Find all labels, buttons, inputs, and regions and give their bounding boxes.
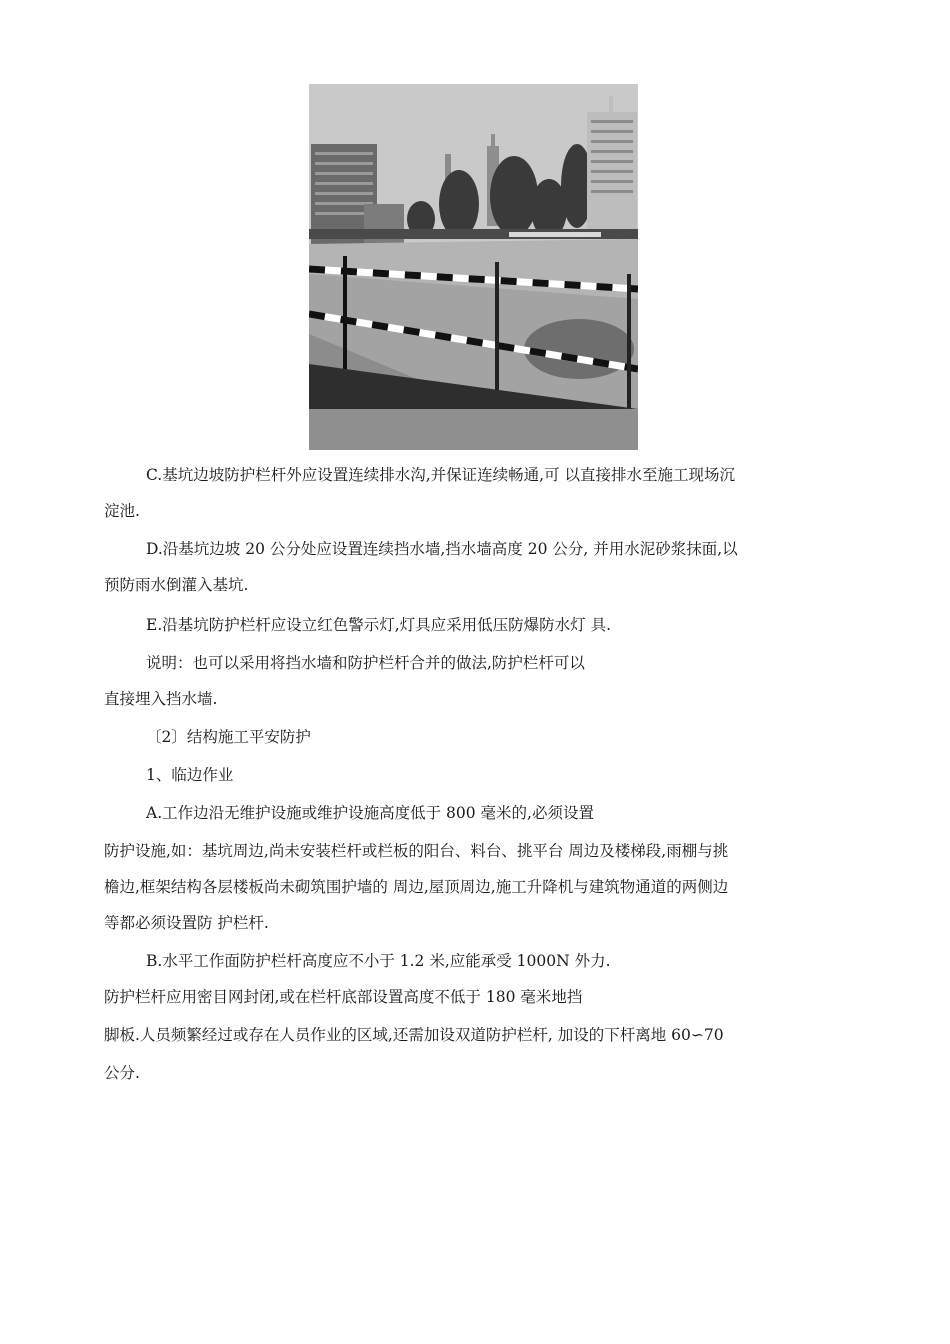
paragraph-e-line-1: E.沿基坑防护栏杆应设立红色警示灯,灯具应采用低压防爆防水灯 具.	[146, 616, 612, 634]
paragraph-b-line-4: 公分.	[104, 1064, 140, 1082]
subsection-heading-1: 1、临边作业	[146, 766, 234, 784]
section-heading-2: 〔2〕结构施工平安防护	[146, 728, 311, 746]
note-line-2: 直接埋入挡水墙.	[104, 690, 218, 708]
paragraph-d-line-2: 预防雨水倒灌入基坑.	[104, 576, 249, 594]
paragraph-d-line-1: D.沿基坑边坡 20 公分处应设置连续挡水墙,挡水墙高度 20 公分, 并用水泥砂浆抹面,以	[146, 540, 738, 558]
note-line-1: 说明：也可以采用将挡水墙和防护栏杆合并的做法,防护栏杆可以	[146, 654, 585, 672]
paragraph-b-line-3: 脚板.人员频繁经过或存在人员作业的区域,还需加设双道防护栏杆, 加设的下杆离地 60∽70	[104, 1026, 724, 1044]
paragraph-b-line-1: B.水平工作面防护栏杆高度应不小于 1.2 米,应能承受 1000N 外力.	[146, 952, 611, 970]
paragraph-c-line-1: C.基坑边坡防护栏杆外应设置连续排水沟,并保证连续畅通,可 以直接排水至施工现场沉	[146, 466, 736, 484]
construction-site-photo	[309, 84, 638, 450]
paragraph-a-line-2: 防护设施,如：基坑周边,尚未安装栏杆或栏板的阳台、料台、挑平台 周边及楼梯段,雨棚与挑	[104, 842, 729, 860]
paragraph-a-line-1: A.工作边沿无维护设施或维护设施高度低于 800 毫米的,必须设置	[146, 804, 594, 822]
paragraph-b-line-2: 防护栏杆应用密目网封闭,或在栏杆底部设置高度不低于 180 毫米地挡	[104, 988, 583, 1006]
paragraph-a-line-3: 檐边,框架结构各层楼板尚未砌筑围护墙的 周边,屋顶周边,施工升降机与建筑物通道的两侧边	[104, 878, 729, 896]
paragraph-c-line-2: 淀池.	[104, 502, 140, 520]
photo-illustration	[309, 84, 638, 450]
paragraph-a-line-4: 等都必须设置防 护栏杆.	[104, 914, 269, 932]
